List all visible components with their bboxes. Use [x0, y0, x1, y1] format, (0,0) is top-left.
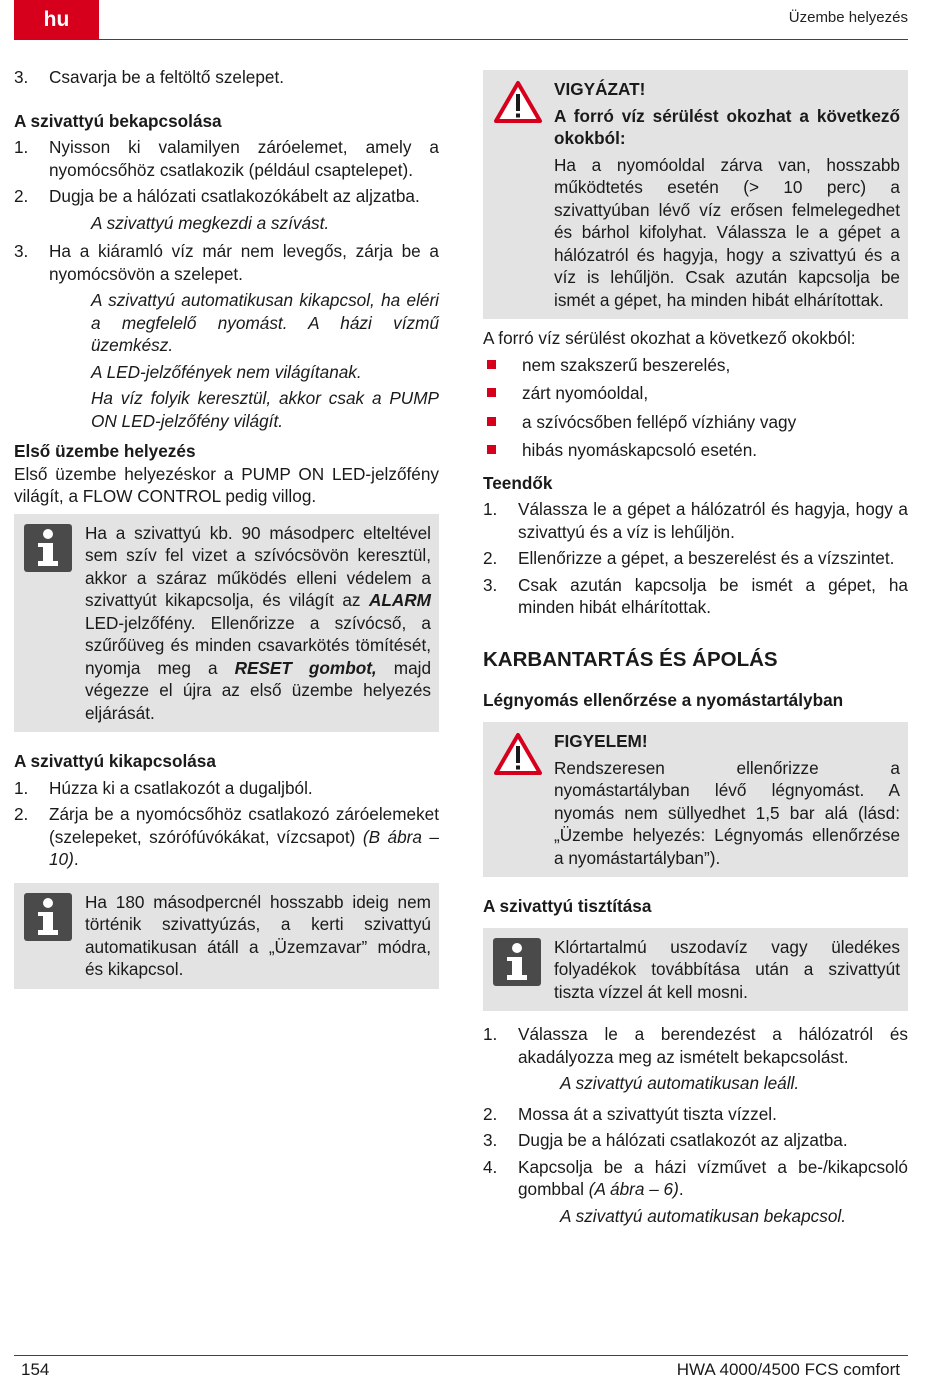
result-text: A LED-jelzőfények nem világítanak. [91, 361, 362, 382]
list-item: 3. Csavarja be a feltöltő szelepet. [14, 67, 285, 87]
list-item: 1. Húzza ki a csatlakozót a dugaljból. [14, 777, 313, 798]
bullet-item: nem szakszerű beszerelés, [483, 354, 908, 377]
info-box [14, 883, 439, 989]
heading-air-pressure: Légnyomás ellenőrzése a nyomástartályban [483, 689, 844, 710]
list-item: 1. Nyisson ki valamilyen záróelemet, amely a nyomócsőhöz csatlakozik (például csaptelepet). [14, 137, 439, 180]
product-name: HWA 4000/4500 FCS comfort [676, 1360, 900, 1379]
list-item: 3. Csak azután kapcsolja be ismét a gépet, ha minden hibát elhárítottak. [483, 574, 908, 617]
info-icon [24, 524, 72, 572]
left-column [14, 66, 439, 989]
causes-intro: A forró víz sérülést okozhat a következő okokból: [483, 328, 856, 348]
heading-pump-off: A szivattyú kikapcsolása [14, 751, 216, 771]
right-column [483, 70, 908, 1227]
heading-cleaning: A szivattyú tisztítása [483, 896, 652, 916]
list-item: 2. Ellenőrizze a gépet, a beszerelést és a vízszintet. [483, 548, 895, 568]
list-item: 4. Kapcsolja be a házi vízművet a be-/kikapcsoló gombbal (A ábra – 6). [483, 1156, 908, 1199]
header-rule [14, 39, 908, 40]
notice-text: Rendszeresen ellenőrizze a nyomástartályban lévő légnyomást. A nyomás nem süllyedhet 1,5 bar alá (lásd: „Üzembe helyezés: Légnyomás ellenőrzése a nyomástartályban”). [554, 757, 900, 868]
warning-triangle-icon [493, 80, 543, 124]
caution-subtitle: A forró víz sérülést okozhat a következő okokból: [554, 105, 900, 148]
list-item: 3. Dugja be a hálózati csatlakozót az aljzatba. [483, 1130, 848, 1150]
list-item: 3. Ha a kiáramló víz már nem levegős, zárja be a nyomócsövön a szelepet. [14, 241, 439, 284]
list-item: 1. Válassza le a berendezést a hálózatról és akadályozza meg az ismételt bekapcsolást. [483, 1024, 908, 1067]
result-text: A szivattyú automatikusan bekapcsol. [560, 1205, 846, 1226]
list-item: 1. Válassza le a gépet a hálózatról és hagyja, hogy a szivattyú és a víz is lehűljön. [483, 499, 908, 542]
info-icon [493, 938, 541, 986]
list-item: 2. Dugja be a hálózati csatlakozókábelt az aljzatba. [14, 186, 420, 206]
footer-rule [14, 1355, 908, 1356]
result-text: A szivattyú megkezdi a szívást. [91, 212, 330, 233]
heading-todo: Teendők [483, 472, 553, 493]
list-item: 2. Mossa át a szivattyút tiszta vízzel. [483, 1103, 777, 1124]
bullet-item: hibás nyomáskapcsoló esetén. [483, 439, 908, 462]
bullet-item: a szívócsőben fellépő vízhiány vagy [483, 411, 908, 434]
language-tab: hu [14, 0, 99, 39]
heading-maintenance: KARBANTARTÁS ÉS ÁPOLÁS [483, 647, 778, 671]
heading-first-start: Első üzembe helyezés [14, 441, 196, 461]
notice-title: FIGYELEM! [554, 731, 648, 751]
info-text: Ha 180 másodpercnél hosszabb ideig nem történik szivattyúzás, a kerti szivattyú automatikusan átáll a „Üzemzavar” módra, és kikapcsol. [85, 891, 431, 979]
warning-triangle-icon [493, 732, 543, 776]
result-text: A szivattyú automatikusan leáll. [560, 1073, 800, 1093]
first-start-text: Első üzembe helyezéskor a PUMP ON LED-jelzőfény világít, a FLOW CONTROL pedig villog. [14, 463, 439, 506]
heading-pump-on: A szivattyú bekapcsolása [14, 110, 222, 131]
info-icon [24, 893, 72, 941]
bullet-item: zárt nyomóoldal, [483, 382, 908, 405]
notice-box [483, 722, 908, 877]
caution-box [483, 70, 908, 319]
list-item: 2. Zárja be a nyomócsőhöz csatlakozó záróelemeket (szelepeket, szórófúvókákat, vízcsapot) (B ábra – 10). [14, 804, 439, 869]
info-text: Ha a szivattyú kb. 90 másodperc elteltével sem szív fel vizet a szívócsövön keresztül, akkor a száraz működés elleni védelem a szivattyút kikapcsolja, és világít az ALARM LED-jelzőfény. Ellenőrizze a szívócső, a szűrőüveg és minden csavarkötés tömítését, nyomja meg a RESET gombot, majd végezze el újra az első üzembe helyezés eljárását. [85, 522, 432, 723]
info-box [14, 514, 439, 733]
caution-text: Ha a nyomóoldal zárva van, hosszabb működtetés esetén (> 10 perc) a szivattyúban lévő víz erősen felmelegedhet és bárhol kifolyhat. Válassza le a gépet a hálózatról és hagyja, hogy a szivattyú és a víz is lehűljön. Csak azután kapcsolja be ismét a gépet, ha minden hibát elhárítottak. [554, 154, 900, 310]
result-text: Ha víz folyik keresztül, akkor csak a PUMP ON LED-jelzőfény világít. [91, 388, 439, 431]
result-text: A szivattyú automatikusan kikapcsol, ha eléri a megfelelő nyomást. A házi vízmű üzemkész. [91, 290, 439, 355]
info-text: Klórtartalmú uszodavíz vagy üledékes folyadékok továbbítása után a szivattyút tiszta vízzel át kell mosni. [554, 936, 900, 1002]
info-box [483, 928, 908, 1012]
section-title: Üzembe helyezés [788, 9, 908, 26]
page-number: 154 [21, 1360, 50, 1379]
caution-title: VIGYÁZAT! [554, 79, 646, 99]
